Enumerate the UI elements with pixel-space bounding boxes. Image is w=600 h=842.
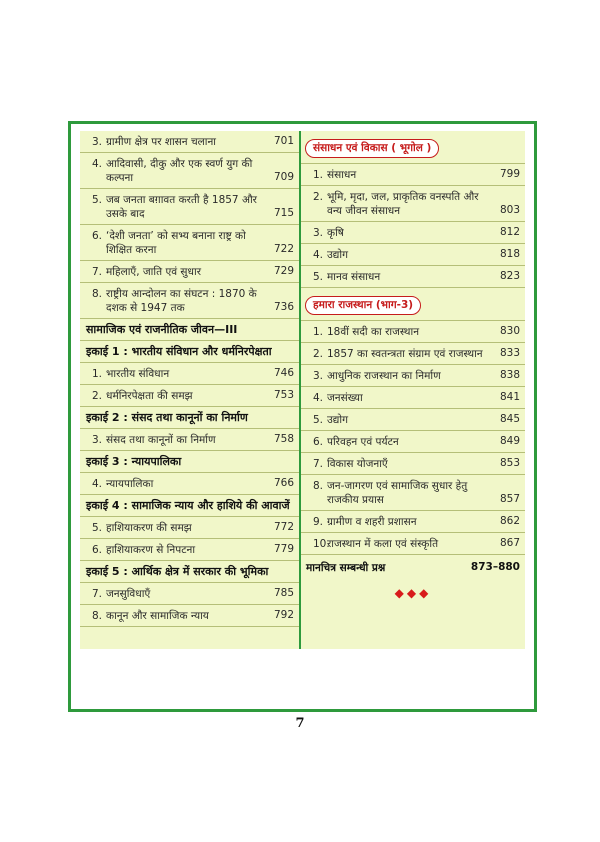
section-pill: हमारा राजस्थान (भाग-3) (305, 296, 421, 315)
entry-number: 5. (92, 194, 103, 206)
section-heading: इकाई 2 : संसद तथा कानूनों का निर्माण (80, 407, 299, 429)
toc-entry[interactable] (301, 475, 525, 511)
toc-entry[interactable] (301, 266, 525, 288)
toc-entry[interactable] (80, 283, 299, 319)
entry-number: 4. (313, 249, 324, 261)
diamond-ornament-icon: ◆◆◆ (394, 586, 432, 600)
entry-page: 823 (499, 270, 520, 282)
entry-page: 862 (499, 515, 520, 527)
entry-page: 830 (499, 325, 520, 337)
entry-title: संसाधन (327, 169, 357, 181)
entry-number: 6. (92, 544, 103, 556)
toc-entry[interactable] (80, 473, 299, 495)
toc-entry[interactable] (80, 363, 299, 385)
left-column (80, 131, 299, 627)
entry-number: 6. (92, 230, 103, 242)
entry-number: 4. (92, 158, 103, 170)
toc-entry[interactable] (301, 431, 525, 453)
toc-entry[interactable] (80, 225, 299, 261)
entry-title: 18वीं सदी का राजस्थान (327, 326, 420, 338)
entry-title: संसद तथा कानूनों का निर्माण (106, 434, 216, 446)
entry-number: 2. (92, 390, 103, 402)
entry-page: 779 (273, 543, 294, 555)
entry-page: 803 (499, 204, 520, 216)
entry-page: 758 (273, 433, 294, 445)
entry-page: 818 (499, 248, 520, 260)
entry-number: 7. (92, 588, 103, 600)
entry-number: 4. (313, 392, 324, 404)
toc-entry[interactable] (80, 131, 299, 153)
entry-title: राजस्थान में कला एवं संस्कृति (327, 538, 439, 550)
entry-title: धर्मनिरपेक्षता की समझ (106, 390, 193, 402)
toc-entry[interactable] (301, 365, 525, 387)
entry-number: 3. (92, 434, 103, 446)
entry-title: राष्ट्रीय आन्दोलन का संघटन : 1870 के दशक से 1947 तक (106, 288, 257, 314)
toc-entry[interactable] (80, 189, 299, 225)
entry-number: 3. (313, 227, 324, 239)
entry-title: विकास योजनाएँ (327, 458, 388, 470)
entry-number: 7. (313, 458, 324, 470)
toc-entry[interactable] (301, 321, 525, 343)
entry-page: 838 (499, 369, 520, 381)
entry-page: 736 (273, 301, 294, 313)
entry-title: परिवहन एवं पर्यटन (327, 436, 399, 448)
section-heading: इकाई 5 : आर्थिक क्षेत्र में सरकार की भूमिका (80, 561, 299, 583)
entry-title: जनसंख्या (327, 392, 363, 404)
entry-title: उद्योग (327, 414, 348, 426)
map-questions-entry[interactable] (301, 555, 525, 582)
entry-page: 853 (499, 457, 520, 469)
entry-number: 5. (313, 414, 324, 426)
entry-page: 857 (499, 493, 520, 505)
entry-title: कृषि (327, 227, 344, 239)
entry-title: आदिवासी, दीकु और एक स्वर्ण युग की कल्पना (106, 158, 253, 184)
entry-title: ग्रामीण व शहरी प्रशासन (327, 516, 417, 528)
entry-number: 8. (313, 480, 324, 492)
entry-title: आधुनिक राजस्थान का निर्माण (327, 370, 441, 382)
section-pill: संसाधन एवं विकास ( भूगोल ) (305, 139, 439, 158)
entry-number: 2. (313, 191, 324, 203)
toc-entry[interactable] (80, 539, 299, 561)
entry-title: कानून और सामाजिक न्याय (106, 610, 209, 622)
toc-entry[interactable] (80, 429, 299, 451)
toc-entry[interactable] (301, 244, 525, 266)
entry-number: 1. (313, 169, 324, 181)
toc-entry[interactable] (301, 343, 525, 365)
entry-number: 10. (313, 538, 330, 550)
toc-entry[interactable] (80, 605, 299, 627)
entry-title: भूमि, मृदा, जल, प्राकृतिक वनस्पति और वन्य जीवन संसाधन (327, 191, 479, 217)
entry-page: 812 (499, 226, 520, 238)
toc-entry[interactable] (301, 409, 525, 431)
toc-entry[interactable] (301, 511, 525, 533)
entry-number: 1. (92, 368, 103, 380)
toc-entry[interactable] (80, 517, 299, 539)
toc-entry[interactable] (301, 533, 525, 555)
entry-page: 701 (273, 135, 294, 147)
toc-entry[interactable] (80, 261, 299, 283)
entry-page: 766 (273, 477, 294, 489)
toc-entry[interactable] (301, 453, 525, 475)
entry-page: 722 (273, 243, 294, 255)
entry-number: 3. (313, 370, 324, 382)
toc-entry[interactable] (301, 164, 525, 186)
toc-entry[interactable] (301, 186, 525, 222)
entry-number: 9. (313, 516, 324, 528)
entry-title: ‘देशी जनता’ को सभ्य बनाना राष्ट्र को शिक्षित करना (106, 230, 246, 256)
entry-number: 1. (313, 326, 324, 338)
entry-page: 792 (273, 609, 294, 621)
section-heading: इकाई 1 : भारतीय संविधान और धर्मनिरपेक्षता (80, 341, 299, 363)
entry-number: 5. (92, 522, 103, 534)
entry-page: 833 (499, 347, 520, 359)
entry-page: 753 (273, 389, 294, 401)
section-heading: इकाई 4 : सामाजिक न्याय और हाशिये की आवाजें (80, 495, 299, 517)
entry-number: 2. (313, 348, 324, 360)
page-number: 7 (295, 716, 305, 731)
entry-title: जनसुविधाएँ (106, 588, 151, 600)
entry-page: 867 (499, 537, 520, 549)
entry-title: हाशियाकरण से निपटना (106, 544, 196, 556)
entry-page: 772 (273, 521, 294, 533)
entry-page: 729 (273, 265, 294, 277)
section-pill-wrap (301, 288, 525, 321)
entry-number: 7. (92, 266, 103, 278)
toc-entry[interactable] (80, 153, 299, 189)
entry-title: हाशियाकरण की समझ (106, 522, 192, 534)
toc-entry[interactable] (80, 385, 299, 407)
toc-entry[interactable] (301, 222, 525, 244)
right-column (301, 131, 525, 600)
entry-page: 715 (273, 207, 294, 219)
toc-entry[interactable] (301, 387, 525, 409)
map-questions-page: 873–880 (470, 561, 520, 573)
entry-title: महिलाएँ, जाति एवं सुधार (106, 266, 201, 278)
entry-page: 849 (499, 435, 520, 447)
entry-number: 5. (313, 271, 324, 283)
map-questions-title: मानचित्र सम्बन्धी प्रश्न (306, 562, 386, 574)
entry-number: 8. (92, 610, 103, 622)
section-heading: इकाई 3 : न्यायपालिका (80, 451, 299, 473)
entry-page: 785 (273, 587, 294, 599)
entry-number: 4. (92, 478, 103, 490)
entry-number: 8. (92, 288, 103, 300)
entry-page: 841 (499, 391, 520, 403)
entry-page: 709 (273, 171, 294, 183)
entry-page: 746 (273, 367, 294, 379)
entry-title: मानव संसाधन (327, 271, 381, 283)
entry-number: 3. (92, 136, 103, 148)
entry-page: 799 (499, 168, 520, 180)
entry-title: न्यायपालिका (106, 478, 154, 490)
entry-title: जब जनता बग़ावत करती है 1857 और उसके बाद (106, 194, 257, 220)
entry-title: जन-जागरण एवं सामाजिक सुधार हेतु राजकीय प्रयास (327, 480, 468, 506)
entry-title: ग्रामीण क्षेत्र पर शासन चलाना (106, 136, 217, 148)
entry-title: उद्योग (327, 249, 348, 261)
entry-page: 845 (499, 413, 520, 425)
entry-title: भारतीय संविधान (106, 368, 170, 380)
section-pill-wrap (301, 131, 525, 164)
section-heading: सामाजिक एवं राजनीतिक जीवन—III (80, 319, 299, 341)
entry-number: 6. (313, 436, 324, 448)
entry-title: 1857 का स्वतन्त्रता संग्राम एवं राजस्थान (327, 348, 483, 360)
toc-entry[interactable] (80, 583, 299, 605)
